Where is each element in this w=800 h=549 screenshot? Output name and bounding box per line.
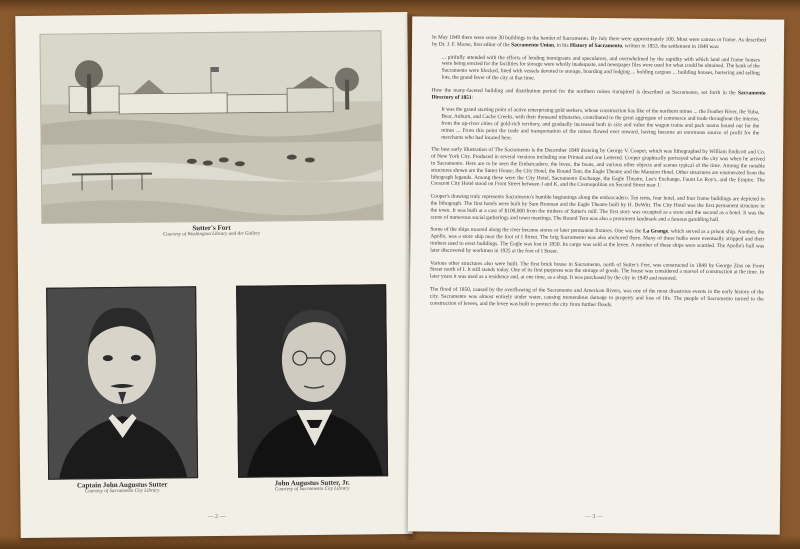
p1-emphasis-history: History of Sacramento (569, 42, 623, 50)
p3-emphasis-directory: Sacramento Directory of 1851 (431, 90, 766, 101)
portrait-john-augustus-sutter (46, 286, 198, 480)
quote-1: ... pitifully attended with the efforts of lending immigrants and speculators, and overwhelmed by the rapidity with which land and frame houses were being erected for the facilities for storage were wholly inadequate, and newspaper files were used for what could be obtained. The bank of the Sacramento were blocked, lined with vessels devoted to storage, boarding and lodging ... holding cargoes ... building houses, bartering and selling lots, the grand fever of the city at that time. (441, 54, 760, 82)
right-page-number: — 3 — (584, 513, 603, 521)
p1-emphasis-union: Sacramento Union (511, 42, 555, 49)
paragraph-3: The best early illustration of The Sacramento is the December 1849 drawing by George V. Cooper, which was lithographed by William Endicott and Co. of New York City. Produced in several versions including one Printed and one Lettered. Cooper graphically portrayed what the city was when he arrived in Sacramento. Here are to be seen the Embarcadero, the levee, the boats, and various other objects and scenes typical of the time. Among the notable structures shown are the Sutter House, the City Hotel, the Round Tent, the Eagle Theatre and the Mansion Hotel. Other structures are enumerated from the lithograph legends. Among these were the City Hotel, Sacramento Exchange, the Eagle Theatre, Lee's Exchange, Faunt Le Roy's, and the Empire. The Crescent City Hotel stood on Front Street between J and K, and the Cosmopolitan on Second Street near J. (430, 146, 766, 189)
portrait-one-name: Captain John Augustus Sutter (76, 480, 168, 490)
paragraph-6: Various other structures also were built. The first brick house in Sacramento, north of Sutter's Fort, was constructed in 1849 by George Zins on Front Street north of I. It still stands today. One of its first purposes was the storage of goods. The house was considered a marvel of construction at the time. In later years it was used as a residence and, at one time, as a shop. It was purchased by the city in 1949 and restored. (429, 260, 765, 282)
portrait-sutter-image (47, 287, 197, 479)
table-bottom-edge (0, 535, 800, 549)
right-page (408, 16, 784, 534)
paragraph-5 (430, 227, 764, 257)
portrait-one-credit: Courtesy of Sacramento City Library (85, 488, 160, 495)
p1-text-e: , written in 1853, the settlement in 1849 was: (622, 43, 720, 50)
p7-text-c: , which served as a prison ship. Another, the Apollo, was a store ship near the foot of I Street. The brig Sacramento was also anchored there. Many of these hulks were eventually stripped and their timbers used to erect buildings. The Eagle was lost in 1850. Its cargo was sold at the levee. A number of these ships were scuttled. The Apollo's hull was later discovered by workmen in 1925 at the foot of I Street. (430, 228, 765, 255)
portrait-one-caption (42, 480, 202, 495)
p3-text-c: : (471, 94, 474, 101)
text-column (430, 35, 766, 316)
paragraph-1 (432, 35, 766, 52)
portrait-two-credit: Courtesy of Sacramento City Library (274, 486, 350, 493)
paragraph-2 (432, 87, 766, 104)
portrait-john-augustus-sutter-jr (236, 284, 388, 478)
portrait-two-caption (232, 478, 392, 493)
quote-2: It was the grand starting point of active enterprising gold seekers, whose construction has like of the northern mines ... the Feather River, the Yuba, Bear, Auburn, and Cache Creeks, with their thousand tributaries, contributed to the great aggregate of commerce and trade throughout the interior, from the up-river cities of gold-rich territory, and gradually increased both in size and value the wagon trains and pack teams bound out for the mines ... From this point the trade and transportation of the mines flowed ever onward, having become an enormous source of profit for the merchants who had located here. (441, 107, 760, 141)
left-page-number: — 2 — (207, 513, 226, 521)
portrait-sutter-jr-image (237, 285, 387, 477)
portrait-two-name: John Augustus Sutter, Jr. (274, 478, 350, 488)
table-top-edge (0, 0, 800, 12)
left-page (15, 12, 412, 538)
fort-illustration (40, 31, 382, 223)
paragraph-7: The flood of 1850, caused by the overflowing of the Sacramento and American Rivers, was one of the most disastrous events in the early history of the city. Sacramento was almost entirely under water, causing tremendous damage to property and loss of life. The people of Sacramento turned to the construction of levees, and the levee was built to protect the city from further floods. (429, 286, 764, 308)
p7-text-a: Some of the ships moored along the river became stores or later permanent fixtures. One was the (430, 226, 643, 235)
sutters-fort-engraving (39, 30, 383, 224)
fort-caption-credit: Courtesy of Washington Library and Art Gallery (162, 231, 261, 238)
p7-emphasis-ship: La Grange (642, 228, 669, 235)
paragraph-4: Cooper's drawing truly represents Sacramento's humble beginnings along the embarcadero. Ten tents, four hotel, and four frame buildings are depicted in the lithograph. The first hotels were built by Sam Brannan and the Eagle Theatre built by H. DeWitt. The City Hotel was the first permanent structure in the town. It was built at a cost of $100,000 from the timbers of Sutter's mill. The first story was occupied as a store and the second as a hotel. It was the scene of numerous social gatherings and town meetings. The Round Tent was also a prominent landmark and a famous gambling hall. (430, 193, 765, 223)
fort-caption (41, 222, 381, 239)
fort-caption-title: Sutter's Fort (192, 223, 231, 233)
p1-text-a: In May 1849 there were some 30 buildings in the hamlet of Sacramento. By July there were approximately 100. Most were canvas or frame. As described by Dr. J. F. Morse, first editor of the (431, 34, 767, 49)
p1-text-c: , in his (554, 42, 570, 49)
p3-text-a: How the many-faceted building and distribution period for the northern mines transpired is described as Sacramento, set forth in the (431, 87, 739, 97)
